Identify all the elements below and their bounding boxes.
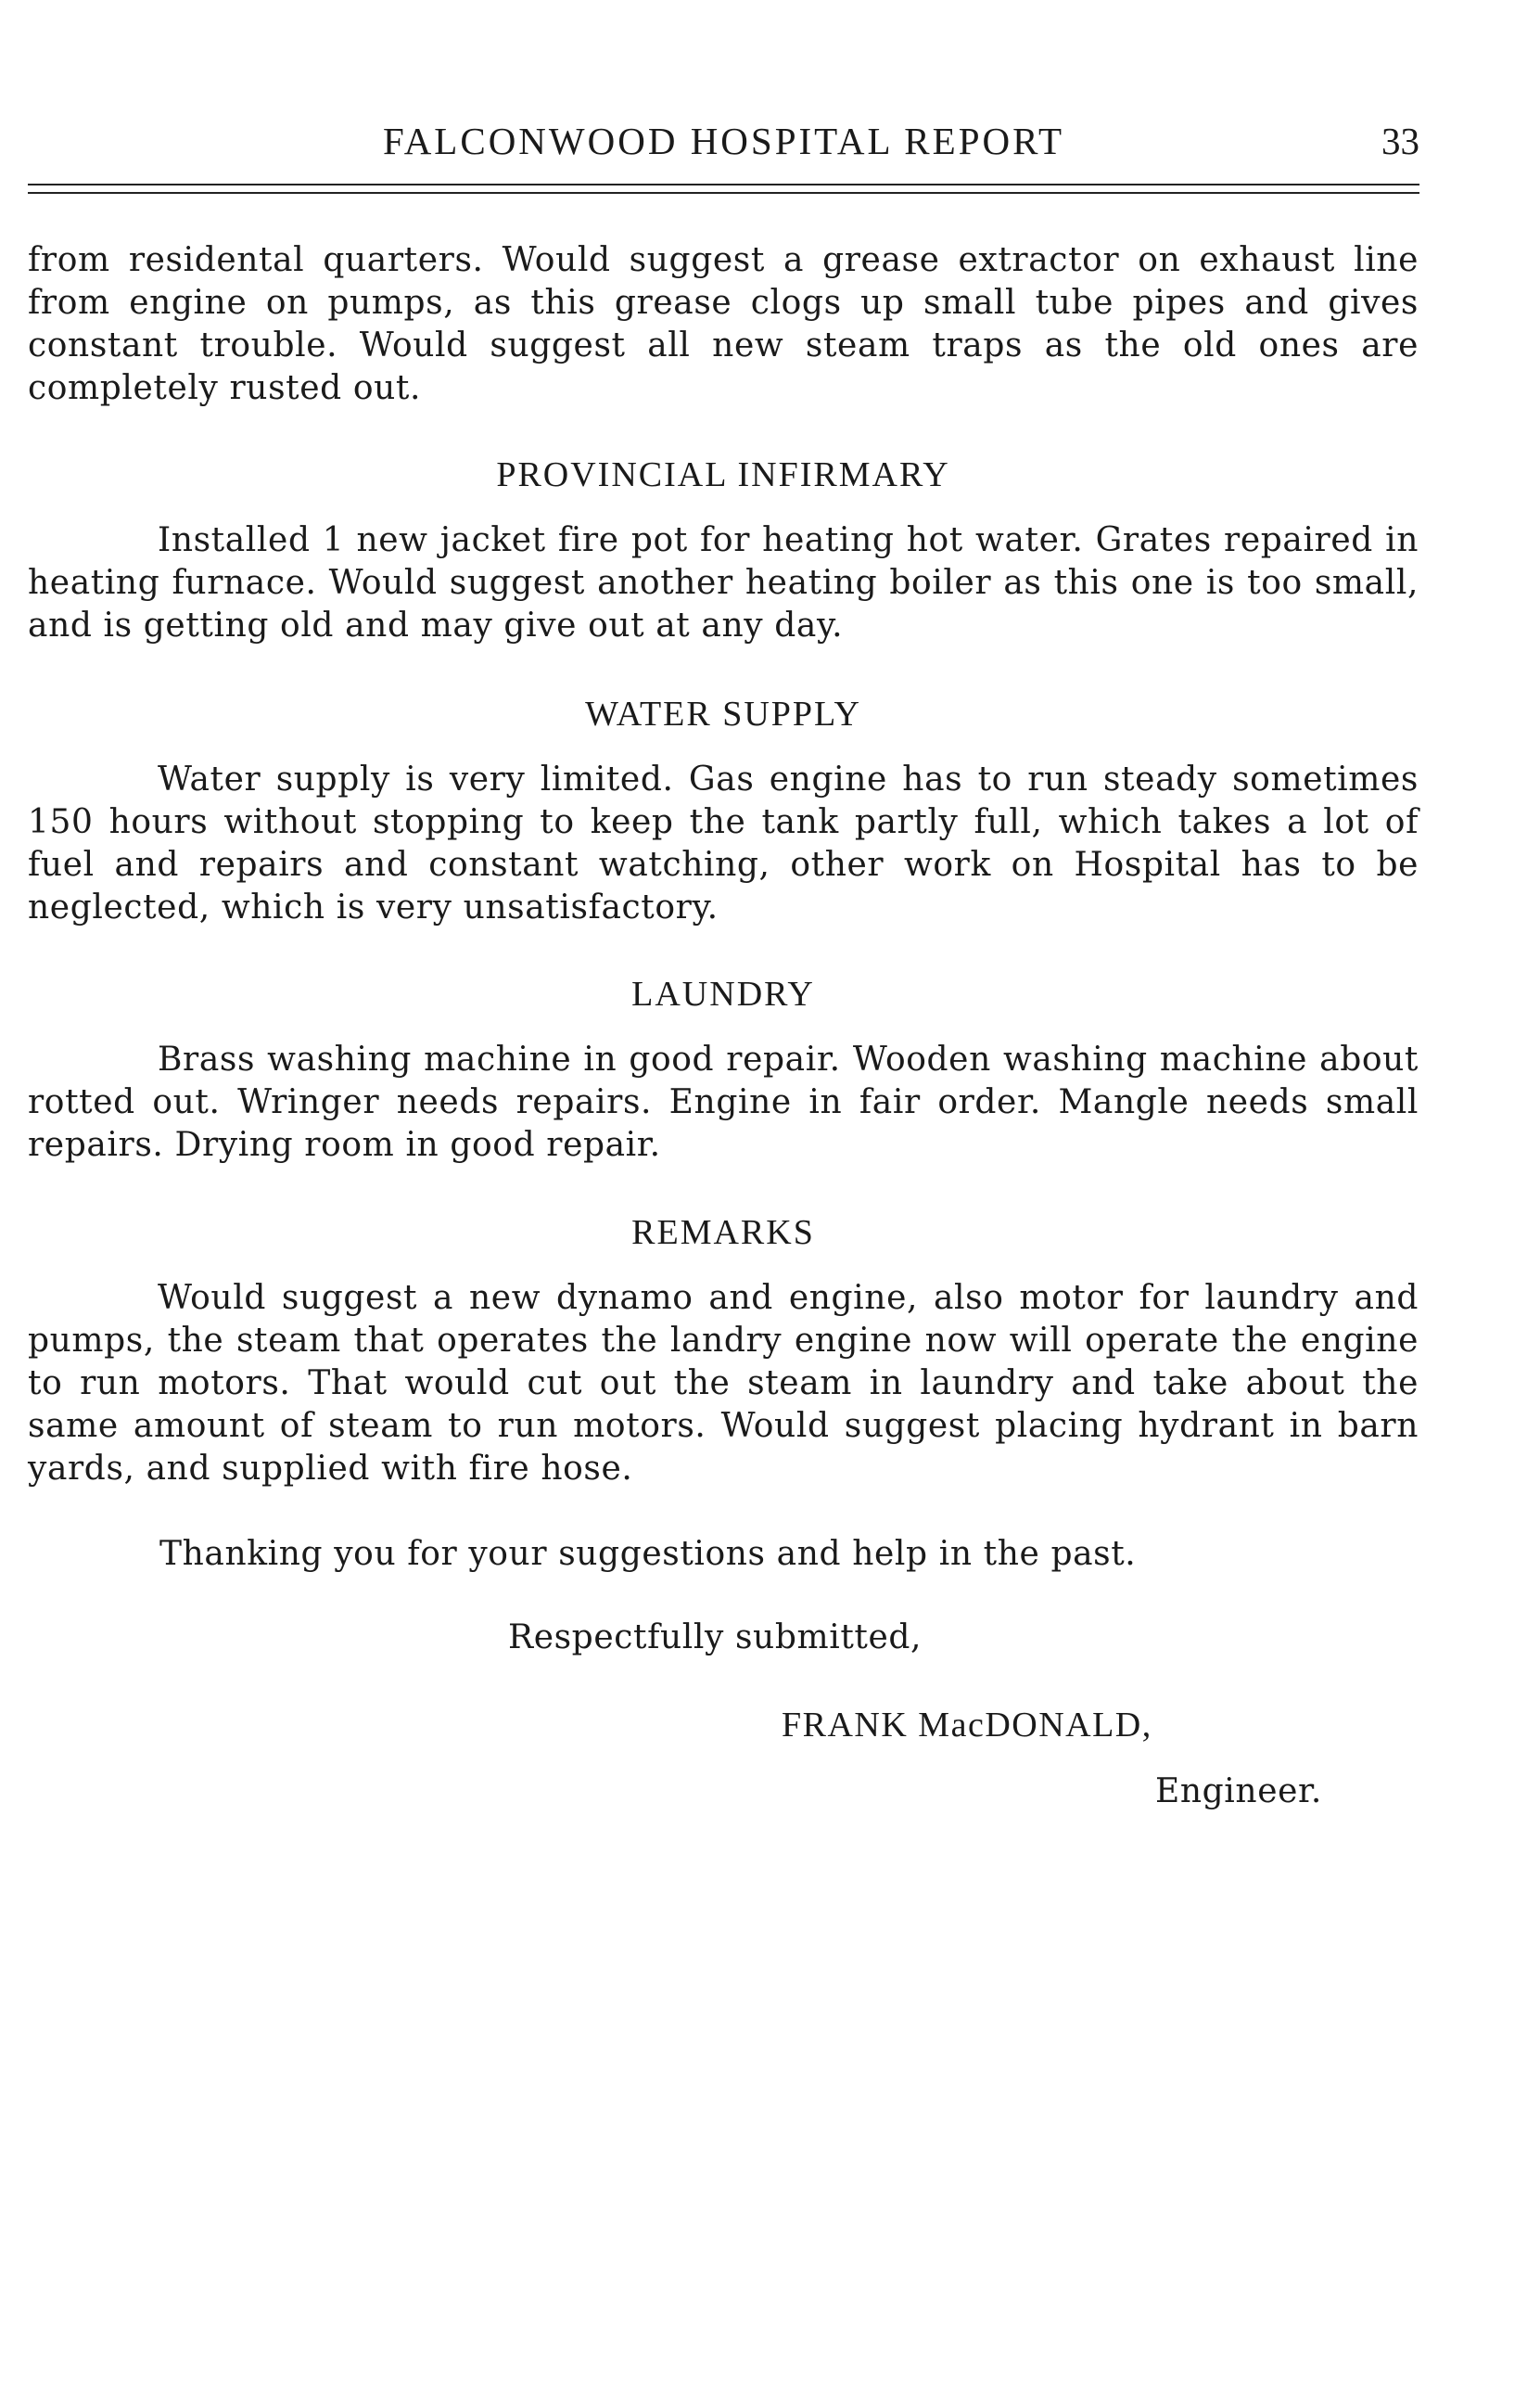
signatory-name: FRANK MacDONALD, [782,1706,1152,1745]
heading-provincial-infirmary: PROVINCIAL INFIRMARY [496,455,950,494]
intro-paragraph: from residental quarters. Would suggest a grease extractor on exhaust line from engine on pumps, as this grease clogs up small tube pipes and gives constant trouble. Would suggest all new steam traps as the old ones are completely rusted out. [28,241,1419,407]
paragraph-water-supply: Water supply is very limited. Gas engine has to run steady sometimes 150 hours without stopping to keep the tank partly full, which takes a lot of fuel and repairs and constant watching, other work on Hospital has to be neglected, which is very unsatisfactory. [28,761,1419,927]
closing-valediction: Respectfully submitted, [508,1618,923,1656]
header-rule-top [28,184,1419,185]
signatory-title: Engineer. [1155,1772,1322,1810]
paragraph-provincial-infirmary: Installed 1 new jacket fire pot for heating hot water. Grates repaired in heating furnace. Would suggest another heating boiler as this one is too small, and is getting old and may give out at any day. [28,521,1419,645]
page-number: 33 [1381,120,1419,162]
paragraph-remarks: Would suggest a new dynamo and engine, also motor for laundry and pumps, the steam that operates the landry engine now will operate the engine to run motors. That would cut out the steam in laundry and take about the same amount of steam to run motors. Would suggest placing hydrant in barn yards, and supplied with fire hose. [28,1279,1419,1488]
heading-remarks: REMARKS [631,1213,815,1252]
header-rule-bottom [28,192,1419,194]
closing-thanks: Thanking you for your suggestions and help in the past. [159,1535,1137,1573]
paragraph-laundry: Brass washing machine in good repair. Wooden washing machine about rotted out. Wringer needs repairs. Engine in fair order. Mangle needs small repairs. Drying room in good repair. [28,1041,1419,1164]
heading-water-supply: WATER SUPPLY [585,695,861,734]
page-header [28,119,1419,165]
running-title: FALCONWOOD HOSPITAL REPORT [382,120,1065,162]
heading-laundry: LAUNDRY [631,975,815,1014]
